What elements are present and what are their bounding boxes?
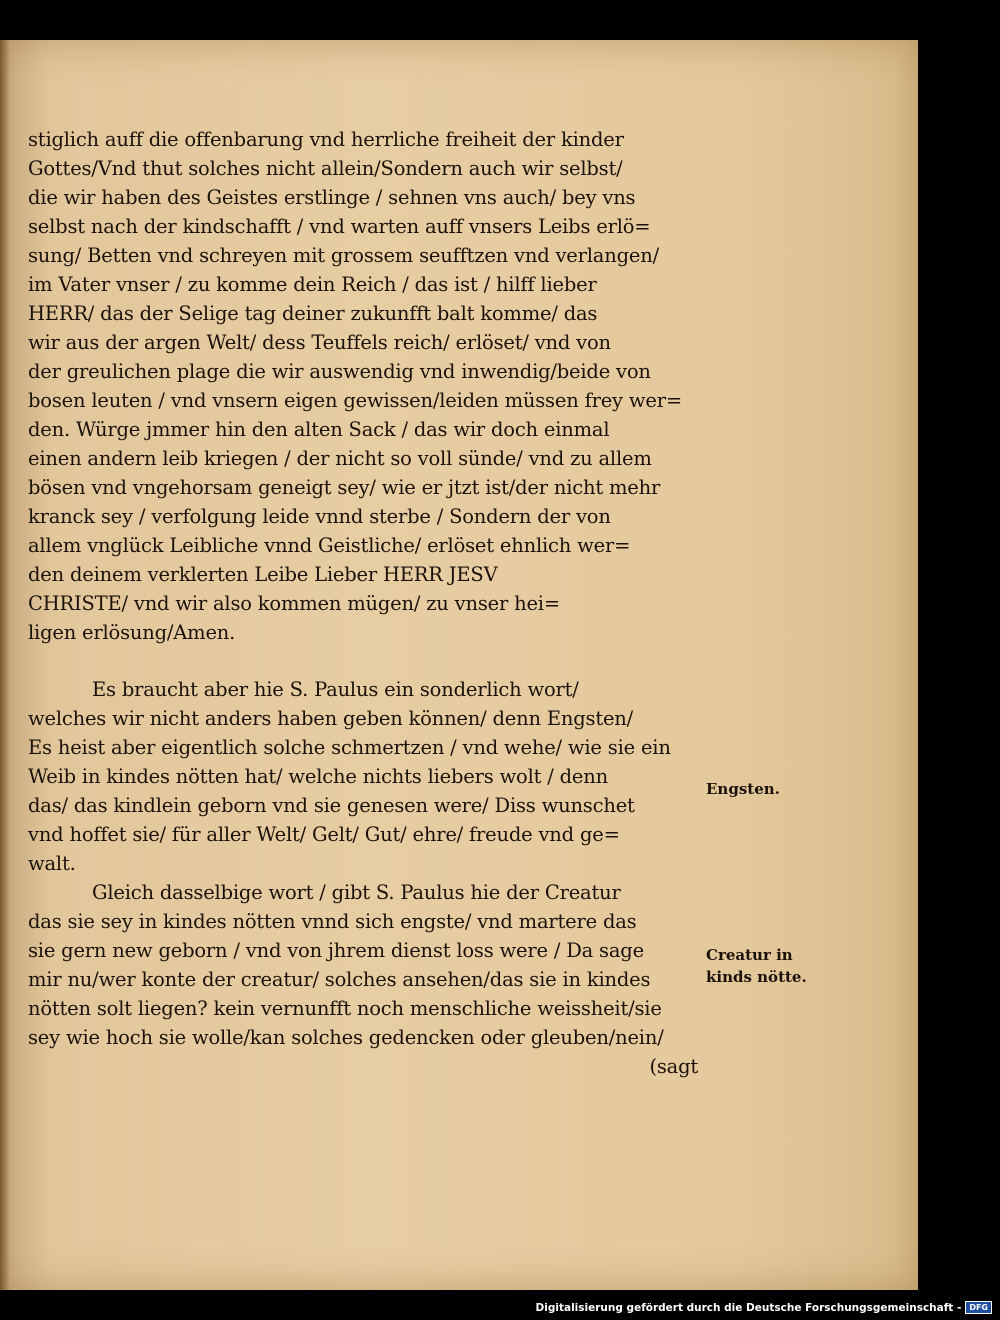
text-line: selbst nach der kindschafft / vnd warten auff vnsers Leibs erlö= xyxy=(28,215,651,238)
text-line: bösen vnd vngehorsam geneigt sey/ wie er jtzt ist/der nicht mehr xyxy=(28,476,661,499)
book-page xyxy=(0,40,918,1290)
text-line: CHRISTE/ vnd wir also kommen mügen/ zu vnser hei= xyxy=(28,592,560,615)
text-line: ligen erlösung/Amen. xyxy=(28,621,236,644)
catchword: (sagt xyxy=(649,1055,698,1078)
text-line: mir nu/wer konte der creatur/ solches ansehen/das sie in kindes xyxy=(28,968,651,991)
text-line: welches wir nicht anders haben geben können/ denn Engsten/ xyxy=(28,707,634,730)
text-line: Gleich dasselbige wort / gibt S. Paulus hie der Creatur xyxy=(92,881,621,904)
text-line: die wir haben des Geistes erstlinge / sehnen vns auch/ bey vns xyxy=(28,186,636,209)
text-line: den deinem verklerten Leibe Lieber HERR JESV xyxy=(28,563,498,586)
text-line: im Vater vnser / zu komme dein Reich / das ist / hilff lieber xyxy=(28,273,597,296)
text-line: sie gern new geborn / vnd von jhrem dienst loss were / Da sage xyxy=(28,939,644,962)
text-line: bosen leuten / vnd vnsern eigen gewissen/leiden müssen frey wer= xyxy=(28,389,682,412)
text-line: Weib in kindes nötten hat/ welche nichts liebers wolt / denn xyxy=(28,765,608,788)
marginal-note-engsten: Engsten. xyxy=(706,780,780,798)
text-line: den. Würge jmmer hin den alten Sack / das wir doch einmal xyxy=(28,418,610,441)
text-line: kranck sey / verfolgung leide vnnd sterbe / Sondern der von xyxy=(28,505,611,528)
text-line: wir aus der argen Welt/ dess Teuffels reich/ erlöset/ vnd von xyxy=(28,331,611,354)
credit-text: Digitalisierung gefördert durch die Deutsche Forschungsgemeinschaft - xyxy=(535,1301,962,1314)
text-line: stiglich auff die offenbarung vnd herrliche freiheit der kinder xyxy=(28,128,624,151)
marginal-note-line: kinds nötte. xyxy=(706,968,807,986)
dfg-logo-icon: DFG xyxy=(965,1301,992,1314)
text-line: einen andern leib kriegen / der nicht so voll sünde/ vnd zu allem xyxy=(28,447,652,470)
text-line: das sie sey in kindes nötten vnnd sich engste/ vnd martere das xyxy=(28,910,637,933)
text-line: HERR/ das der Selige tag deiner zukunfft balt komme/ das xyxy=(28,302,598,325)
paragraph-gap xyxy=(28,647,708,675)
text-line: sey wie hoch sie wolle/kan solches gedencken oder gleuben/nein/ xyxy=(28,1026,664,1049)
text-line: sung/ Betten vnd schreyen mit grossem seufftzen vnd verlangen/ xyxy=(28,244,659,267)
text-line: nötten solt liegen? kein vernunfft noch menschliche weissheit/sie xyxy=(28,997,662,1020)
text-line: Es heist aber eigentlich solche schmertzen / vnd wehe/ wie sie ein xyxy=(28,736,671,759)
text-line: allem vnglück Leibliche vnnd Geistliche/ erlöset ehnlich wer= xyxy=(28,534,631,557)
text-line: vnd hoffet sie/ für aller Welt/ Gelt/ Gut/ ehre/ freude vnd ge= xyxy=(28,823,620,846)
marginal-note-line: Creatur in xyxy=(706,946,793,964)
page-body-text xyxy=(28,125,708,1081)
text-line: das/ das kindlein geborn vnd sie genesen were/ Diss wunschet xyxy=(28,794,635,817)
text-line: der greulichen plage die wir auswendig vnd inwendig/beide von xyxy=(28,360,651,383)
digitization-credit xyxy=(536,1301,992,1314)
text-line: Gottes/Vnd thut solches nicht allein/Sondern auch wir selbst/ xyxy=(28,157,623,180)
marginal-note-creatur xyxy=(706,944,807,988)
text-line: Es braucht aber hie S. Paulus ein sonderlich wort/ xyxy=(92,678,579,701)
text-line: walt. xyxy=(28,852,76,875)
